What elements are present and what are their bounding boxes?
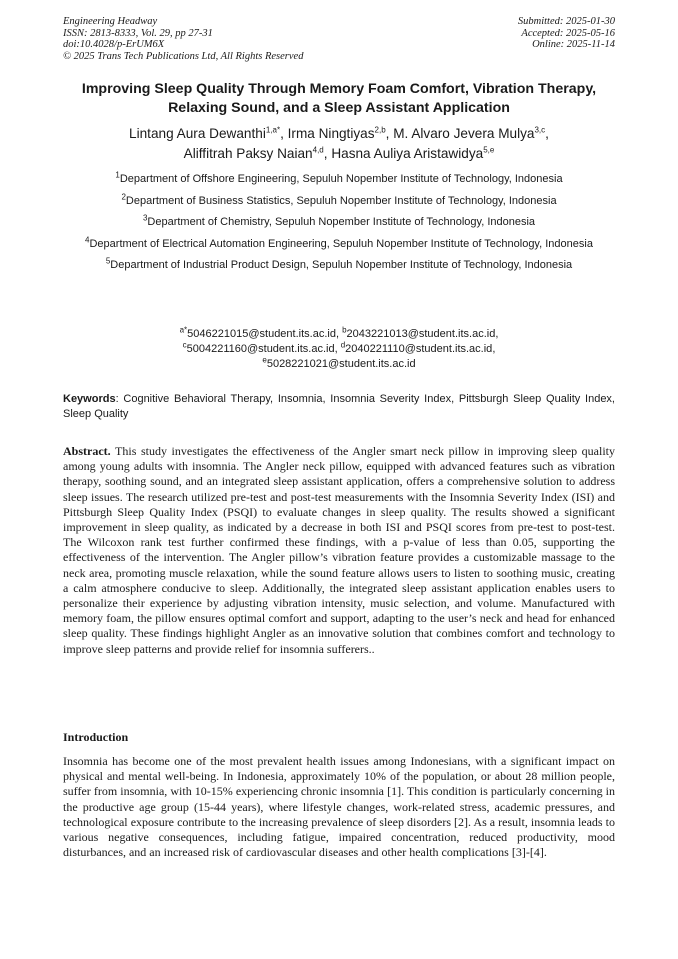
introduction-heading: Introduction <box>63 730 129 744</box>
affiliation-text: Department of Business Statistics, Sepuluh Nopember Institute of Technology, Indonesia <box>125 194 557 207</box>
author-name: M. Alvaro Jevera Mulya <box>393 126 535 141</box>
author-name: Aliffitrah Paksy Naian <box>183 146 313 161</box>
email-superscript: e <box>262 355 267 365</box>
keywords-section <box>63 392 615 421</box>
author-list <box>63 124 615 164</box>
abstract-section <box>63 444 615 657</box>
email-list <box>63 327 615 372</box>
email-superscript: d <box>340 340 346 350</box>
submitted-date: Submitted: 2025-01-30 <box>517 16 615 27</box>
journal-name: Engineering Headway <box>63 16 158 27</box>
abstract-text: This study investigates the effectiveness of the Angler smart neck pillow in improving sleep quality among young adults with insomnia. The Angler neck pillow, equipped with advanced features such as vibration therapy, soothing sound, and an integrated sleep assistant application, offers a comprehensive solution to address sleep issues. The research utilized pre-test and post-test measurements with the Insomnia Severity Index (ISI) and Pittsburgh Sleep Quality Index (PSQI) to evaluate changes in sleep quality. The results showed a significant improvement in sleep quality, as indicated by a decrease in both ISI and PSQI scores from pre-test to post-test. The Wilcoxon rank test further confirmed these findings, with a p-value of less than 0.05, supporting the effectiveness of the intervention. The Angler pillow’s vibration feature provides a customizable massage to the neck area, promoting muscle relaxation, while the sound feature allows users to listen to soothing music, creating a calm atmosphere conducive to sleep. Additionally, the integrated sleep assistant application enables users to personalize their experience by adjusting vibration intensity, music selection, and volume. Manufactured with memory foam, the pillow ensures optimal comfort and support, adapting to the user’s neck and head for enhanced sleep quality. These findings highlight Angler as an innovative solution that combines comfort and technology to improve sleep patterns and provide relief for insomnia sufferers.. <box>63 444 615 656</box>
paper-title: Improving Sleep Quality Through Memory Foam Comfort, Vibration Therapy, Relaxing Sound, and a Sleep Assistant Application <box>81 81 597 116</box>
affiliation <box>63 191 615 209</box>
keywords-text: : Cognitive Behavioral Therapy, Insomnia, Insomnia Severity Index, Pittsburgh Sleep Quality Index, Sleep Quality <box>63 393 615 420</box>
author-separator: , <box>385 126 394 141</box>
affiliation-text: Department of Chemistry, Sepuluh Nopember Institute of Technology, Indonesia <box>147 216 536 228</box>
author-superscript: 1,a* <box>265 125 281 135</box>
email-line <box>63 357 615 372</box>
author <box>129 126 288 141</box>
email-separator: , <box>492 343 496 355</box>
email-separator: , <box>495 328 499 340</box>
issn-line: ISSN: 2813-8333, Vol. 29, pp 27-31 <box>63 27 213 39</box>
author-superscript: 4,d <box>312 145 324 155</box>
email-address[interactable]: 2040221110@student.its.ac.id <box>345 343 493 355</box>
email-separator: , <box>335 328 343 340</box>
author-separator: , <box>323 146 332 161</box>
keywords-label: Keywords <box>63 393 116 405</box>
email-line <box>63 342 615 357</box>
introduction-paragraph: Insomnia has become one of the most prevalent health issues among Indonesians, with a significant impact on physical and mental well-being. In Indonesia, approximately 10% of the population, or about 28 million people, suffer from insomnia, with 10-15% experiencing chronic insomnia [1]. This condition is particularly concerning in the productive age group (15-44 years), where lifestyle changes, work-related stress, academic pressures, and technological exposure contribute to the increasing prevalence of sleep disorders [2]. As a result, insomnia leads to various negative consequences, including fatigue, impaired concentration, reduced productivity, mood disturbances, and an increased risk of cardiovascular diseases and other health complications [3]-[4]. <box>63 754 615 860</box>
affiliation-superscript: 3 <box>142 213 148 223</box>
author-superscript: 2,b <box>374 125 386 135</box>
email-address[interactable]: 2043221013@student.its.ac.id <box>346 328 496 340</box>
email-address[interactable]: 5046221015@student.its.ac.id <box>187 328 336 340</box>
affiliation <box>63 215 615 230</box>
author-name: Hasna Auliya Aristawidya <box>331 146 484 161</box>
affiliation-superscript: 1 <box>115 170 120 180</box>
abstract-label: Abstract. <box>63 444 111 458</box>
affiliation-superscript: 4 <box>85 234 90 244</box>
header-left <box>63 16 303 62</box>
header-right <box>518 16 615 51</box>
author-name: Irma Ningtiyas <box>287 126 375 141</box>
email-separator: , <box>334 343 341 355</box>
author <box>184 146 332 161</box>
affiliation-list <box>63 172 615 280</box>
online-date: Online: 2025-11-14 <box>532 39 615 50</box>
affiliation <box>63 234 615 252</box>
author-separator: , <box>545 126 549 141</box>
author <box>331 146 494 161</box>
author <box>393 126 549 141</box>
email-address[interactable]: 5004221160@student.its.ac.id <box>186 343 335 355</box>
accepted-date: Accepted: 2025-05-16 <box>521 27 615 39</box>
affiliation-text: Department of Offshore Engineering, Sepuluh Nopember Institute of Technology, Indonesia <box>119 173 563 185</box>
affiliation-superscript: 5 <box>105 256 111 266</box>
affiliation-text: Department of Electrical Automation Engineering, Sepuluh Nopember Institute of Technology, Indonesia <box>89 237 593 250</box>
author-superscript: 3,c <box>534 125 546 135</box>
doi-line[interactable]: doi:10.4028/p-ErUM6X <box>63 39 165 50</box>
author-separator: , <box>280 126 288 141</box>
email-superscript: c <box>182 340 187 350</box>
affiliation <box>63 258 615 273</box>
email-superscript: a* <box>179 325 188 335</box>
author-name: Lintang Aura Dewanthi <box>129 126 266 141</box>
author <box>288 126 394 141</box>
email-address[interactable]: 5028221021@student.its.ac.id <box>266 358 416 370</box>
copyright-line: © 2025 Trans Tech Publications Ltd, All Rights Reserved <box>63 50 304 62</box>
affiliation-text: Department of Industrial Product Design, Sepuluh Nopember Institute of Technology, Indonesia <box>110 259 573 271</box>
email-superscript: b <box>342 325 347 335</box>
author-superscript: 5,e <box>483 145 495 155</box>
affiliation <box>63 172 615 187</box>
email-line <box>63 327 615 342</box>
affiliation-superscript: 2 <box>121 191 126 201</box>
